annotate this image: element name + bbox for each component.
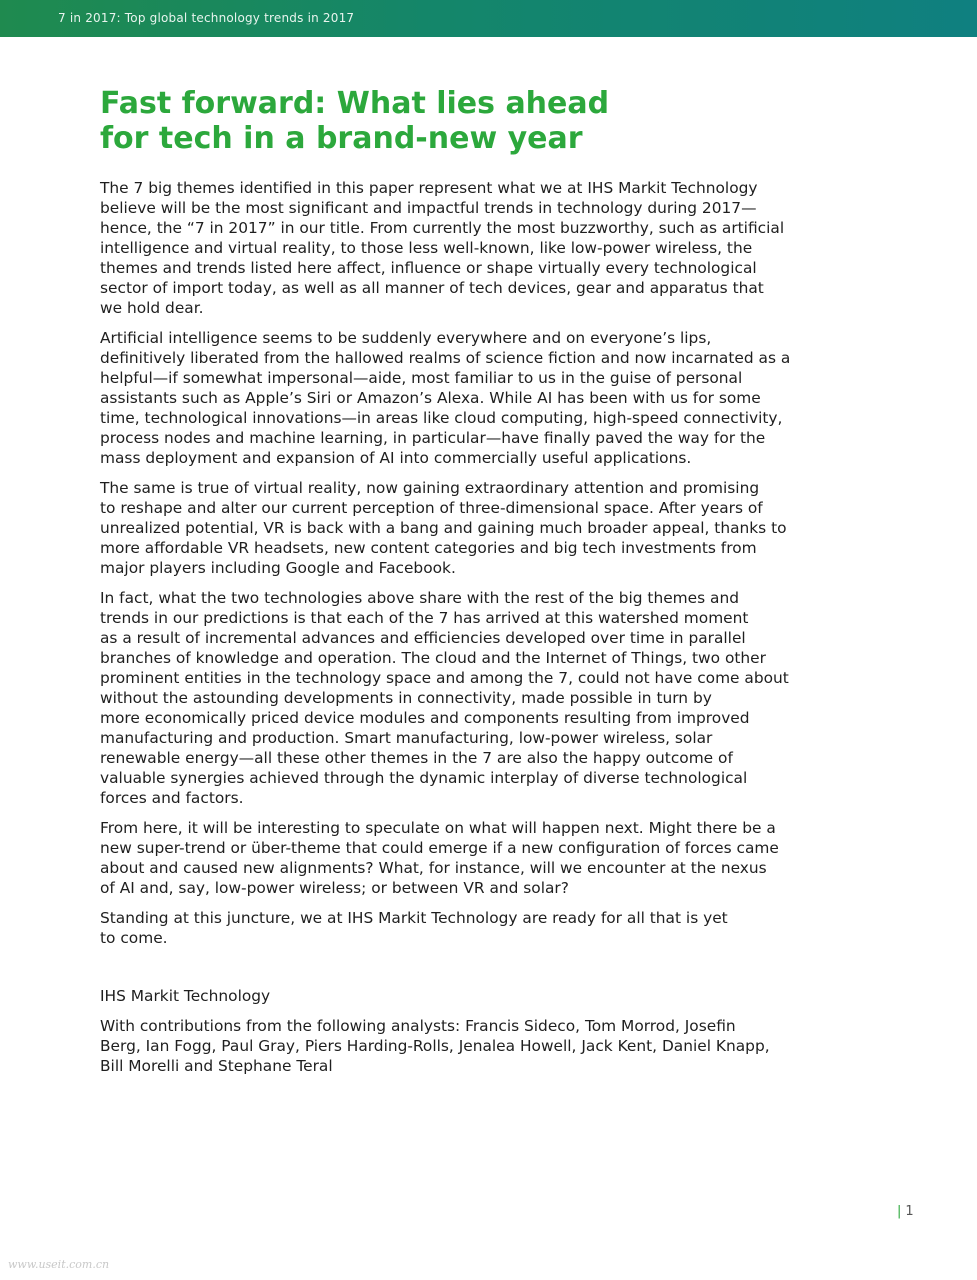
- body-paragraph: [100, 908, 840, 948]
- contributors-paragraph: [100, 1016, 840, 1076]
- text-line: manufacturing and production. Smart manufacturing, low-power wireless, solar: [100, 729, 713, 747]
- text-line: to reshape and alter our current perception of three-dimensional space. After years of: [100, 499, 763, 517]
- text-line: time, technological innovations—in areas like cloud computing, high-speed connectivity,: [100, 409, 783, 427]
- text-line: major players including Google and Facebook.: [100, 559, 456, 577]
- title-line: for tech in a brand-new year: [100, 121, 583, 156]
- text-line: more economically priced device modules and components resulting from improved: [100, 709, 750, 727]
- text-line: unrealized potential, VR is back with a bang and gaining much broader appeal, thanks to: [100, 519, 787, 537]
- page-number: [897, 1204, 914, 1219]
- text-line: hence, the “7 in 2017” in our title. From currently the most buzzworthy, such as artificial: [100, 219, 785, 237]
- text-line: of AI and, say, low-power wireless; or between VR and solar?: [100, 879, 569, 897]
- text-line: Standing at this juncture, we at IHS Markit Technology are ready for all that is yet: [100, 909, 728, 927]
- text-line: as a result of incremental advances and efficiencies developed over time in parallel: [100, 629, 746, 647]
- text-line: With contributions from the following analysts: Francis Sideco, Tom Morrod, Josefin: [100, 1017, 736, 1035]
- text-line: to come.: [100, 929, 168, 947]
- text-line: we hold dear.: [100, 299, 204, 317]
- text-line: Artificial intelligence seems to be suddenly everywhere and on everyone’s lips,: [100, 329, 712, 347]
- body-paragraph: [100, 478, 840, 578]
- text-line: The same is true of virtual reality, now gaining extraordinary attention and promising: [100, 479, 760, 497]
- text-line: branches of knowledge and operation. The cloud and the Internet of Things, two other: [100, 649, 766, 667]
- text-line: mass deployment and expansion of AI into commercially useful applications.: [100, 449, 692, 467]
- text-line: In fact, what the two technologies above share with the rest of the big themes and: [100, 589, 740, 607]
- watermark: www.useit.com.cn: [8, 1258, 110, 1271]
- text-line: The 7 big themes identified in this paper represent what we at IHS Markit Technology: [100, 179, 758, 197]
- text-line: assistants such as Apple’s Siri or Amazon’s Alexa. While AI has been with us for some: [100, 389, 761, 407]
- body-text: [100, 178, 840, 948]
- text-line: prominent entities in the technology space and among the 7, could not have come about: [100, 669, 789, 687]
- organization-name: IHS Markit Technology: [100, 987, 271, 1005]
- text-line: more affordable VR headsets, new content categories and big tech investments from: [100, 539, 757, 557]
- text-line: Bill Morelli and Stephane Teral: [100, 1057, 333, 1075]
- text-line: about and caused new alignments? What, for instance, will we encounter at the nexus: [100, 859, 767, 877]
- text-line: helpful—if somewhat impersonal—aide, most familiar to us in the guise of personal: [100, 369, 743, 387]
- text-line: intelligence and virtual reality, to those less well-known, like low-power wireless, the: [100, 239, 753, 257]
- body-paragraph: [100, 588, 840, 808]
- text-line: Berg, Ian Fogg, Paul Gray, Piers Harding-Rolls, Jenalea Howell, Jack Kent, Daniel Knapp,: [100, 1037, 770, 1055]
- page-number-value: 1: [905, 1204, 914, 1219]
- text-line: themes and trends listed here affect, influence or shape virtually every technological: [100, 259, 757, 277]
- text-line: trends in our predictions is that each of the 7 has arrived at this watershed moment: [100, 609, 749, 627]
- text-line: believe will be the most significant and impactful trends in technology during 2017—: [100, 199, 757, 217]
- text-line: forces and factors.: [100, 789, 244, 807]
- running-title: 7 in 2017: Top global technology trends in 2017: [58, 11, 355, 25]
- article: [100, 86, 840, 1086]
- text-line: sector of import today, as well as all manner of tech devices, gear and apparatus that: [100, 279, 764, 297]
- header-bar: [0, 0, 977, 37]
- text-line: process nodes and machine learning, in particular—have finally paved the way for the: [100, 429, 766, 447]
- text-line: valuable synergies achieved through the dynamic interplay of diverse technological: [100, 769, 748, 787]
- page-title: [100, 86, 840, 156]
- body-paragraph: [100, 818, 840, 898]
- body-paragraph: [100, 178, 840, 318]
- text-line: definitively liberated from the hallowed realms of science fiction and now incarnated as a: [100, 349, 791, 367]
- text-line: without the astounding developments in connectivity, made possible in turn by: [100, 689, 712, 707]
- text-line: renewable energy—all these other themes in the 7 are also the happy outcome of: [100, 749, 733, 767]
- title-line: Fast forward: What lies ahead: [100, 86, 610, 121]
- text-line: new super-trend or über-theme that could emerge if a new configuration of forces came: [100, 839, 779, 857]
- text-line: From here, it will be interesting to speculate on what will happen next. Might there be a: [100, 819, 776, 837]
- page-separator: |: [897, 1204, 902, 1219]
- body-paragraph: [100, 328, 840, 468]
